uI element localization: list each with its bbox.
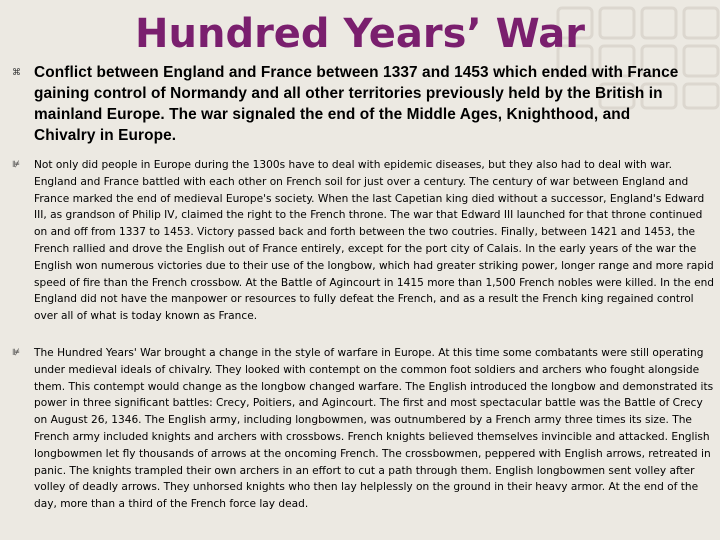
bullet-icon: ⌘ bbox=[12, 68, 21, 78]
paragraph-warfare: The Hundred Years' War brought a change in the style of warfare in Europe. At this time some combatants were still operating under medieval ideals of chivalry. They looked with contempt on the common foot soldiers and archers who fought alongside them. This contempt would change as the longbow changed warfare. The English introduced the longbow and demonstrated its power in three significant battles: Crecy, Poitiers, and Agincourt. The first and most spectacular battle was the Battle of Crecy on August 26, 1346. The English army, including longbowmen, was outnumbered by a French army three times its size. The French army included knights and archers with crossbows. French knights believed themselves invincible and attacked. English longbowmen let fly thousands of arrows at the oncoming French. The crossbowmen, peppered with English arrows, retreated in panic. The knights trampled their own archers in an effort to cut a path through them. English longbowmen sent volley after volley of deadly arrows. They unhorsed knights who then lay helplessly on the ground in their heavy armor. At the end of the day, more than a third of the French force lay dead. bbox=[34, 347, 714, 511]
paragraph-intro: Conflict between England and France between 1337 and 1453 which ended with France gaining control of Normandy and all other territories previously held by the British in mainland Europe. The war signaled the end of the Middle Ages, Knighthood, and Chivalry in Europe. bbox=[34, 64, 679, 144]
bullet-icon: ⊯ bbox=[12, 348, 20, 358]
bullet-icon: ⊯ bbox=[12, 160, 20, 170]
paragraph-history: Not only did people in Europe during the 1300s have to deal with epidemic diseases, but they also had to deal with war. England and France battled with each other on French soil for just over a century. The century of war between England and France marked the end of medieval Europe's society. When the last Capetian king died without a successor, England's Edward III, as grandson of Philip IV, claimed the right to the French throne. The war that Edward III launched for that throne continued on and off from 1337 to 1453. Victory passed back and forth between the two coutries. Finally, between 1421 and 1453, the French rallied and drove the English out of France entirely, except for the port city of Calais. In the early years of the war the English won numerous victories due to their use of the longbow, which had greater striking power, longer range and more rapid speed of fire than the French crossbow. At the Battle of Agincourt in 1415 more than 1,500 French nobles were killed. In the end England did not have the manpower or resources to fully defeat the French, and as a result the French king regained control over all of what is today known as France. bbox=[34, 159, 715, 323]
slide-title: Hundred Years’ War bbox=[135, 11, 585, 57]
